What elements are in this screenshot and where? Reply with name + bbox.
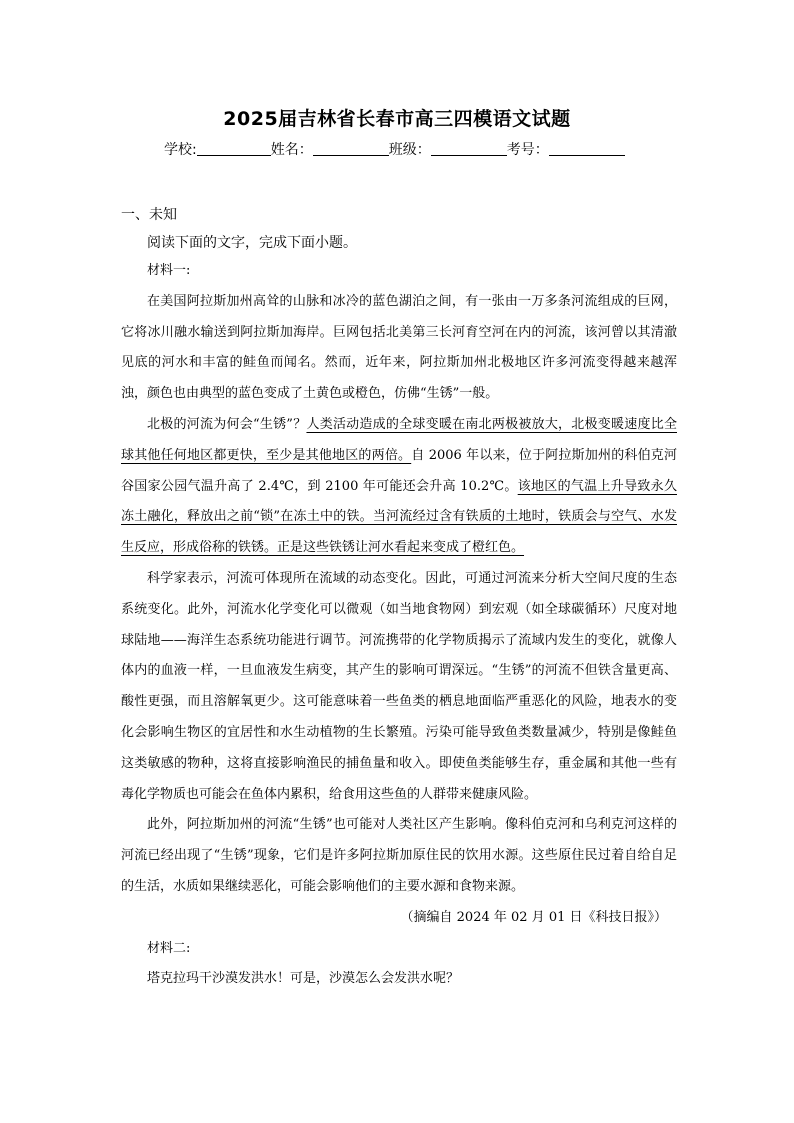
- exam-number-field[interactable]: [549, 141, 625, 156]
- page-title: 2025届吉林省长春市高三四模语文试题: [223, 108, 571, 130]
- paragraph-2-data: 自 2006 年以来，位于阿拉斯加州的科伯克河谷国家公园气温升高了 2.4℃，到 2100 年可能还会升高 10.2℃。: [121, 447, 677, 494]
- section-heading: 一、未知: [121, 207, 177, 223]
- reading-instruction: 阅读下面的文字，完成下面小题。: [147, 235, 357, 251]
- exam-number-label: 考号：: [506, 142, 549, 158]
- reading-passage: [121, 256, 677, 995]
- underlined-sentence-2: 该地区的气温上升导致永久冻土融化，释放出之前“锁”在冻土中的铁。当河流经过含有铁质的土地时，铁质会与空气、水发生反应，形成俗称的铁锈。正是这些铁锈让河水看起来变成了橙红色。: [121, 478, 677, 556]
- name-label: 姓名：: [270, 142, 313, 158]
- student-info-line: [164, 139, 625, 159]
- underlined-sentence-1: 人类活动造成的全球变暖在南北两极被放大，北极变暖速度比全球其他任何地区都更快，至少是其他地区的两倍。: [121, 416, 677, 463]
- paragraph-2-question: 北极的河流为何会“生锈”？: [147, 416, 307, 432]
- source-citation: （摘编自 2024 年 02 月 01 日《科技日报》）: [400, 909, 667, 925]
- school-label: 学校:: [164, 142, 197, 158]
- class-label: 班级：: [388, 142, 431, 158]
- material-2-label: 材料二:: [147, 940, 191, 956]
- material-1-paragraph-4: 此外，阿拉斯加州的河流“生锈”也可能对人类社区产生影响。像科伯克河和乌利克河这样的河流已经出现了“生锈”现象，它们是许多阿拉斯加原住民的饮用水源。这些原住民过着自给自足的生活，水质如果继续恶化，可能会影响他们的主要水源和食物来源。: [121, 817, 677, 894]
- material-1-label: 材料一:: [147, 263, 191, 278]
- name-field[interactable]: [313, 141, 389, 156]
- material-1-paragraph-3: 科学家表示，河流可体现所在流域的动态变化。因此，可通过河流来分析大空间尺度的生态系统变化。此外，河流水化学变化可以微观（如当地食物网）到宏观（如全球碳循环）尺度对地球陆地——海洋生态系统功能进行调节。河流携带的化学物质揭示了流域内发生的变化，就像人体内的血液一样，一旦血液发生病变，其产生的影响可谓深远。“生锈”的河流不但铁含量更高、酸性更强，而且溶解氧更少。这可能意味着一些鱼类的栖息地面临严重恶化的风险，地表水的变化会影响生物区的宜居性和水生动植物的生长繁殖。污染可能导致鱼类数量减少，特别是像鲑鱼这类敏感的物种，这将直接影响渔民的捕鱼量和收入。即使鱼类能够生存，重金属和其他一些有毒化学物质也可能会在鱼体内累积，给食用这些鱼的人群带来健康风险。: [121, 570, 677, 802]
- school-field[interactable]: [197, 141, 271, 156]
- material-1-paragraph-2: [121, 410, 677, 564]
- material-2-paragraph-1: 塔克拉玛干沙漠发洪水！可是，沙漠怎么会发洪水呢？: [147, 971, 460, 987]
- material-1-paragraph-1: 在美国阿拉斯加州高耸的山脉和冰冷的蓝色湖泊之间，有一张由一万多条河流组成的巨网，它将冰川融水输送到阿拉斯加海岸。巨网包括北美第三长河育空河在内的河流，该河曾以其清澈见底的河水和丰富的鲑鱼而闻名。然而，近年来，阿拉斯加州北极地区许多河流变得越来越浑浊，颜色也由典型的蓝色变成了土黄色或橙色，仿佛“生锈”一般。: [121, 293, 677, 402]
- class-field[interactable]: [431, 141, 507, 156]
